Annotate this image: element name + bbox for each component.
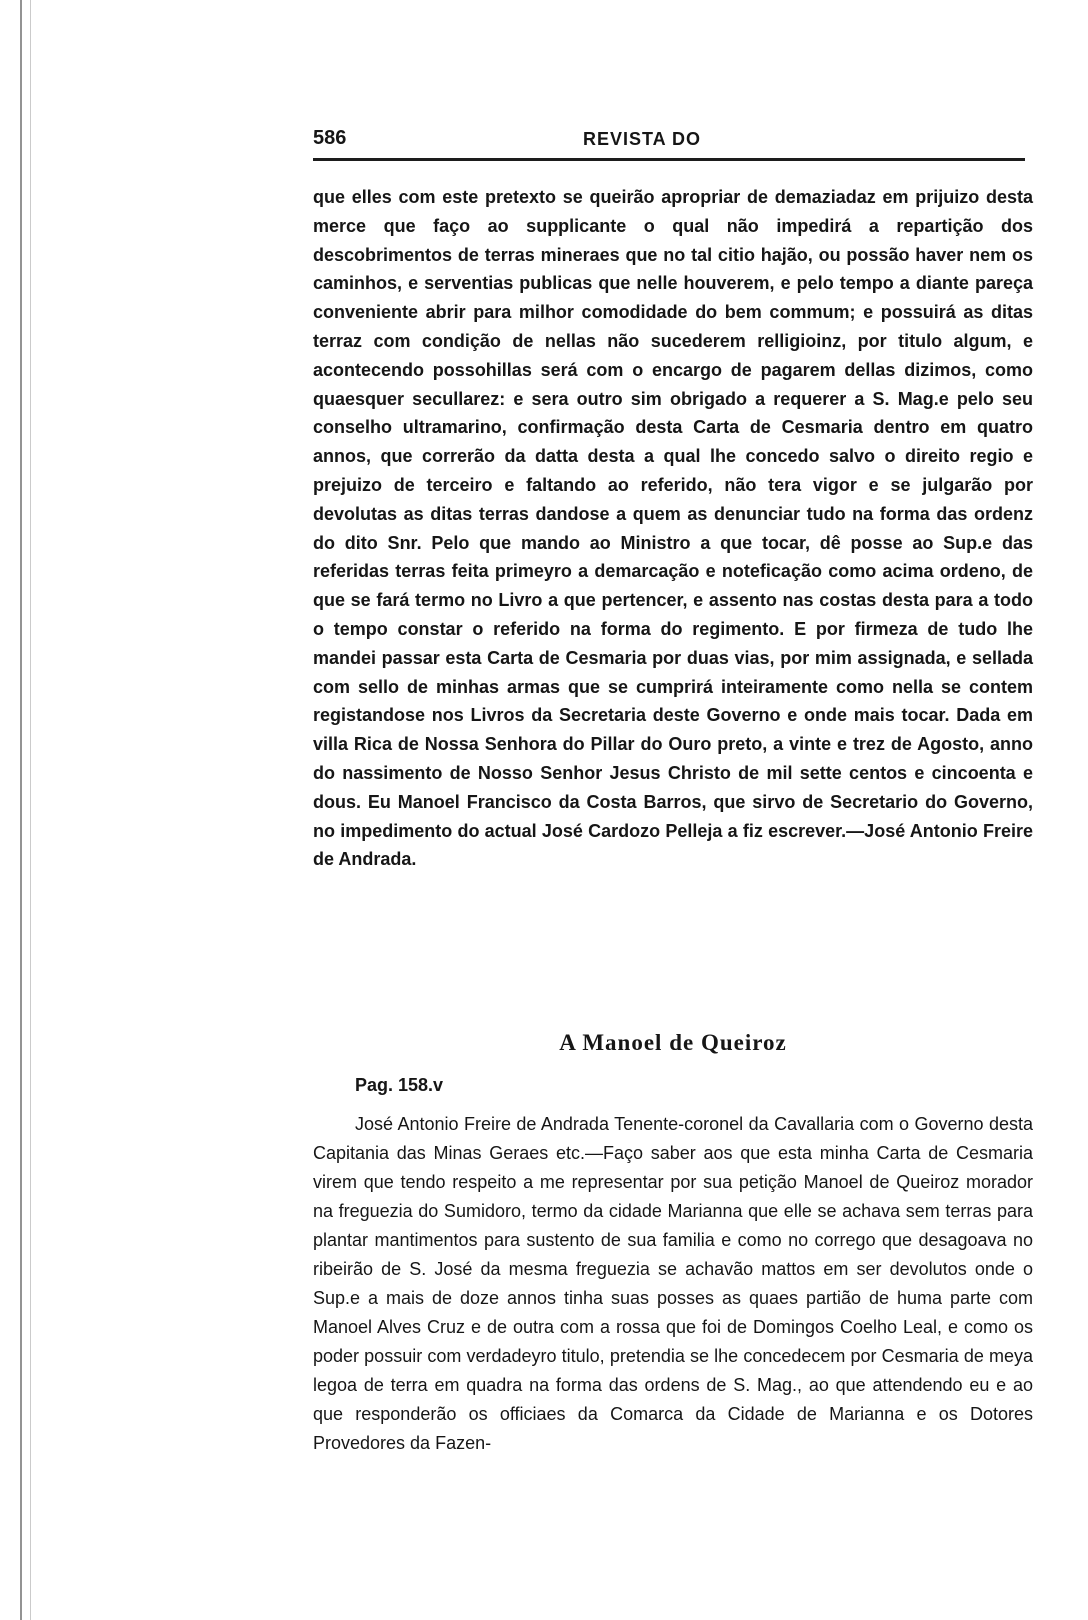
section-heading: A Manoel de Queiroz	[559, 1030, 787, 1055]
page-reference: Pag. 158.v	[355, 1075, 444, 1095]
binding-edge-line	[20, 0, 22, 1620]
paragraph-carta: José Antonio Freire de Andrada Tenente-coronel da Cavallaria com o Governo desta Capitania das Minas Geraes etc.—Faço saber aos que esta minha Carta de Cesmaria virem que tendo respeito a me representar por sua petição Manoel de Queiroz morador na freguezia do Sumidoro, termo da cidade Marianna que elle se achava sem terras para plantar mantimentos para sustento de sua familia e como no corrego que desagoava no ribeirão de S. José da mesma freguezia se achavão mattos em ser devolutos onde o Sup.e a mais de doze annos tinha suas posses as quaes partião de huma parte com Manoel Alves Cruz e de outra com a rossa que foi de Domingos Coelho Leal, e como os poder possuir com verdadeyro titulo, pretendia se lhe concedecem por Cesmaria de meya legoa de terra em quadra na forma das ordens de S. Mag., ao que attendendo eu e ao que responderão os officiaes da Comarca da Cidade de Marianna e os Dotores Provedores da Fazen-	[313, 1114, 1033, 1453]
document-body-first-block	[313, 183, 1033, 978]
paragraph-continuation: que elles com este pretexto se queirão apropriar de demaziadaz em prijuizo desta merce que faço ao supplicante o qual não impedirá a repartição dos descobrimentos de terras mineraes que no tal citio hajão, ou possão haver nem os caminhos, e serventias publicas que nelle houverem, e pelo tempo a diante pareça conveniente abrir para milhor comodidade do bem commum; e possuirá as ditas terraz com condição de nellas não sucederem relligioinz, por titulo algum, e acontecendo possohillas será com o encargo de pagarem dellas dizimos, como quaesquer secullarez: e sera outro sim obrigado a requerer a S. Mag.e pelo seu conselho ultramarino, confirmação desta Carta de Cesmaria dentro em quatro annos, que correrão da datta desta a qual lhe concedo salvo o direito regio e prejuizo de terceiro e faltando ao referido, não tera vigor e se julgarão por devolutas as ditas terras dandose a quem as denunciar tudo na forma das ordenz do dito Snr. Pelo que mando ao Ministro a que tocar, dê posse ao Sup.e das referidas terras feita primeyro a demarcação e noteficação como acima ordeno, de que se fará termo no Livro a que pertencer, e assento nas costas desta para a todo o tempo constar o referido na forma do regimento. E por firmeza de tudo lhe mandei passar esta Carta de Cesmaria por duas vias, por mim assignada, e sellada com sello de minhas armas que se cumprirá inteiramente como nella se contem registandose nos Livros da Secretaria deste Governo e onde mais tocar. Dada em villa Rica de Nossa Senhora do Pillar do Ouro preto, a vinte e trez de Agosto, anno do nassimento de Nosso Senhor Jesus Christo de mil sette centos e cincoenta e dous. Eu Manoel Francisco da Costa Barros, que sirvo de Secretario do Governo, no impedimento do actual José Cardozo Pelleja a fiz escrever.—José Antonio Freire de Andrada.	[313, 187, 1033, 870]
header-rule	[313, 158, 1025, 161]
running-title: REVISTA DO	[583, 129, 702, 149]
page-number: 586	[313, 127, 347, 149]
document-body-second-block	[313, 1110, 1033, 1590]
binding-edge-shadow	[30, 0, 31, 1620]
page-header	[313, 125, 1025, 155]
